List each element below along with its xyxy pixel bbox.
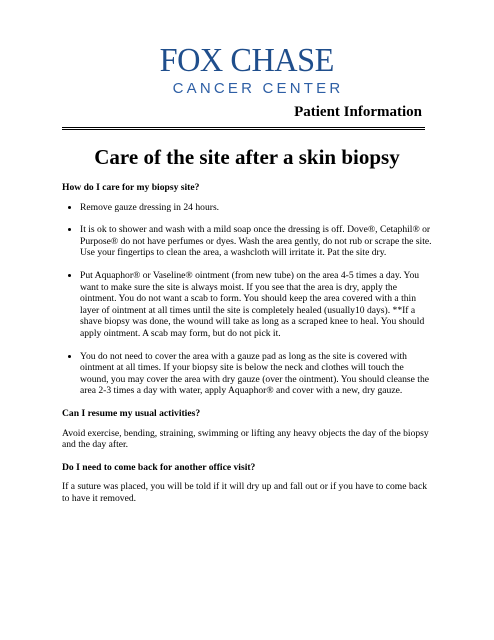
question-heading: Can I resume my usual activities? bbox=[62, 407, 201, 419]
logo-sub-text: CANCER CENTER bbox=[172, 80, 344, 97]
answer-text: If a suture was placed, you will be told if it will dry up and fall out or if you have to come back to have it removed. bbox=[62, 481, 427, 504]
header-rule bbox=[62, 127, 425, 128]
question-heading: Do I need to come back for another office visit? bbox=[62, 461, 256, 473]
page-title: Care of the site after a skin biopsy bbox=[94, 145, 400, 169]
list-item: • You do not need to cover the area with a gauze pad as long as the site is covered with ointment at all times. If your biopsy site is below the neck and clothes will touch the wound, you may cover the area with dry gauze (over the ointment). You should cleanse the area 2-3 times a day with water, apply Aquaphor® and cover with a new, dry gauze. bbox=[80, 351, 434, 397]
document-body bbox=[62, 182, 434, 515]
section-label: Patient Information bbox=[294, 104, 422, 120]
fox-chase-logo bbox=[0, 44, 494, 97]
answer-text: Avoid exercise, bending, straining, swimming or lifting any heavy objects the day of the biopsy and the day after. bbox=[62, 427, 429, 451]
care-instructions-list bbox=[62, 202, 434, 397]
list-item: • Remove gauze dressing in 24 hours. bbox=[80, 202, 434, 214]
question-heading: How do I care for my biopsy site? bbox=[62, 182, 200, 193]
list-item: • It is ok to shower and wash with a mild soap once the dressing is off. Dove®, Cetaphil® or Purpose® do not have perfumes or dyes. Wash the area gently, do not rub or scrape the site. Use your fingertips to clean the area, a washcloth will irritate it. Pat the site dry. bbox=[80, 224, 434, 259]
header-rule-secondary bbox=[62, 129, 425, 130]
logo-main-text: FOX CHASE bbox=[159, 42, 335, 79]
list-item: • Put Aquaphor® or Vaseline® ointment (from new tube) on the area 4-5 times a day. You want to make sure the site is always moist. If you see that the area is dry, apply the ointment. You do not want a scab to form. You should keep the area covered with a thin layer of ointment at all times until the site is completely healed (usually10 days). **If a shave biopsy was done, the wound will take as long as a scraped knee to heal. You should apply ointment. A scab may form, but do not pick it. bbox=[80, 270, 434, 340]
